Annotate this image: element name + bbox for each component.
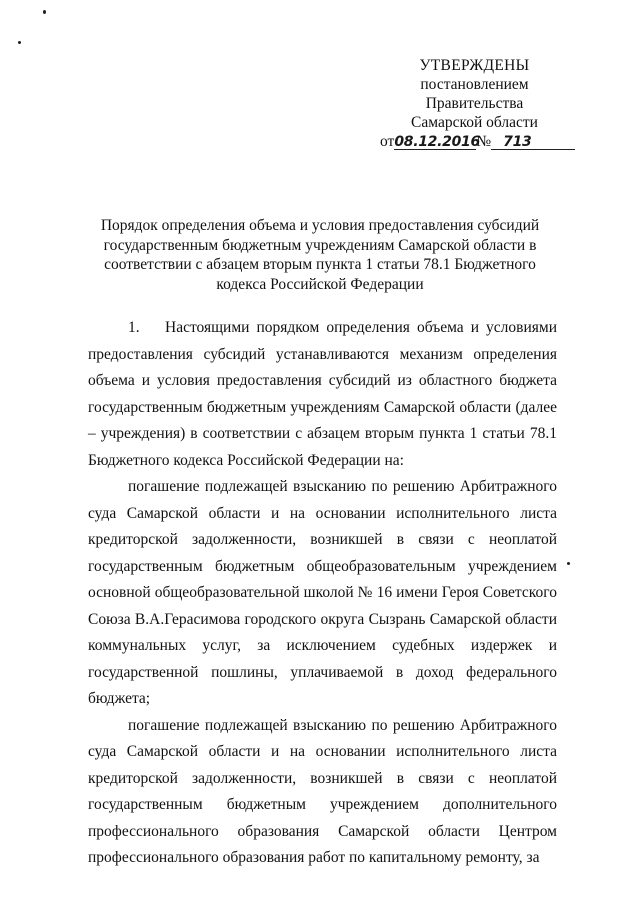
approval-heading: УТВЕРЖДЕНЫ <box>419 57 530 74</box>
number-field <box>491 135 575 150</box>
document-title <box>100 216 540 294</box>
paragraph-3: погашение подлежащей взысканию по решению Арбитражного суда Самарской области и на основании исполнительного листа кредиторской задолженности, возникшей в связи с неоплатой государственным бюджетным учреждением дополнительного профессионального образования Самарской области Центром профессионального образования работ по капитальному ремонту, за <box>88 716 557 866</box>
paragraph-2: погашение подлежащей взысканию по решению Арбитражного суда Самарской области и на основании исполнительного листа кредиторской задолженности, возникшей в связи с неоплатой государственным бюджетным общеобразовательным учреждением основной общеобразовательной школой № 16 имени Героя Советского Союза В.А.Герасимова городского округа Сызрань Самарской области коммунальных услуг, за исключением судебных издержек и государственной пошлины, уплачиваемой в доход федерального бюджета; <box>88 478 557 707</box>
item-number: 1. <box>128 319 140 336</box>
title-line: государственным бюджетным учреждениям Самарской области в <box>103 236 537 254</box>
document-body <box>88 315 557 872</box>
scan-speck <box>567 562 570 565</box>
approval-line-2: Самарской области <box>411 114 538 131</box>
title-line: соответствии с абзацем вторым пункта 1 статьи 78.1 Бюджетного <box>104 256 536 273</box>
item-1-text: Настоящими порядком определения объема и условиями предоставления субсидий устанавливаются механизм определения объема и условия предоставления субсидий из областного бюджета государственным бюджетным учреждениям Самарской области (далее – учреждения) в соответствии с абзацем вторым пункта 1 статьи 78.1 Бюджетного кодекса Российской Федерации на: <box>88 319 557 469</box>
paragraph-item-1 <box>88 315 557 474</box>
number-prefix: № <box>476 133 492 150</box>
date-field <box>394 134 480 150</box>
approval-date-line <box>380 132 577 151</box>
approval-stamp-block <box>372 56 577 151</box>
handwritten-date: 08.12.2016 <box>394 134 480 150</box>
scan-speck <box>18 41 21 44</box>
title-line: Порядок определения объема и условия предоставления субсидий <box>100 217 540 234</box>
scan-speck <box>43 10 46 14</box>
title-line: кодекса Российской Федерации <box>216 275 424 293</box>
date-prefix: от <box>380 133 395 150</box>
handwritten-number: 713 <box>503 134 532 150</box>
approval-line-1: постановлением Правительства <box>420 76 529 112</box>
